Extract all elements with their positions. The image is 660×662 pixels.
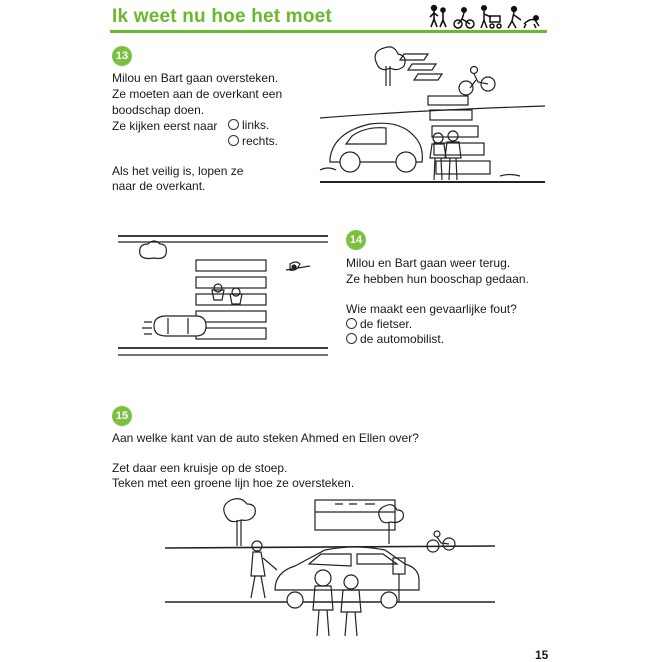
question-13-badge: 13 [112, 46, 132, 66]
stroller-icon [481, 6, 501, 28]
q13-line-6: naar de overkant. [112, 179, 206, 193]
q15-street-illustration [165, 498, 495, 648]
q15-line-1: Aan welke kant van de auto steken Ahmed en Ellen over? [112, 431, 419, 445]
crosswalk-stripes [428, 96, 490, 174]
page-number: 15 [535, 648, 549, 662]
option-label: de fietser. [360, 317, 413, 331]
far-crosswalk [400, 54, 442, 80]
shop-building [315, 500, 395, 530]
radio-circle[interactable] [228, 135, 239, 146]
top-down-car [142, 316, 206, 336]
title-rule [110, 30, 547, 33]
cyclist-figure [427, 531, 455, 552]
q13-street-illustration [320, 40, 550, 195]
parked-car [275, 547, 419, 608]
q13-line-3: boodschap doen. [112, 103, 205, 117]
page-title: Ik weet nu hoe het moet [112, 6, 332, 27]
q14-line-1: Milou en Bart gaan weer terug. [346, 256, 511, 270]
walking-people-icon [430, 6, 446, 27]
q15-line-3: Teken met een groene lijn hoe ze oversteken. [112, 476, 355, 490]
q13-option-links[interactable] [228, 118, 269, 133]
q13-line-4: Ze kijken eerst naar [112, 119, 218, 133]
q13-option-rechts[interactable] [228, 134, 278, 149]
crawling-child-icon [508, 7, 539, 28]
tree-icon [224, 499, 256, 546]
q13-line-2: Ze moeten aan de overkant een [112, 87, 283, 101]
q15-line-2: Zet daar een kruisje op de stoep. [112, 461, 288, 475]
header-pictograms [428, 4, 548, 30]
q14-line-3: Wie maakt een gevaarlijke fout? [346, 302, 517, 316]
option-label: links. [242, 118, 270, 132]
radio-circle[interactable] [346, 318, 357, 329]
top-down-cyclist [286, 262, 310, 270]
q13-line-5: Als het veilig is, lopen ze [112, 164, 244, 178]
question-15-badge: 15 [112, 406, 132, 426]
q14-option-fietser[interactable] [346, 317, 412, 332]
radio-circle[interactable] [346, 333, 357, 344]
q13-line-1: Milou en Bart gaan oversteken. [112, 71, 279, 85]
bush-icon [140, 241, 167, 259]
cyclist-icon [454, 8, 474, 28]
q14-line-2: Ze hebben hun booschap gedaan. [346, 272, 529, 286]
man-figure [251, 541, 277, 598]
tree-icon [379, 505, 404, 544]
option-label: de automobilist. [360, 332, 445, 346]
cyclist-figure [459, 67, 495, 96]
radio-circle[interactable] [228, 119, 239, 130]
q14-road-illustration [118, 230, 330, 372]
question-14-badge: 14 [346, 230, 366, 250]
car-icon [330, 123, 422, 172]
q14-option-automobilist[interactable] [346, 332, 444, 347]
tree-icon [375, 47, 405, 86]
option-label: rechts. [242, 134, 279, 148]
